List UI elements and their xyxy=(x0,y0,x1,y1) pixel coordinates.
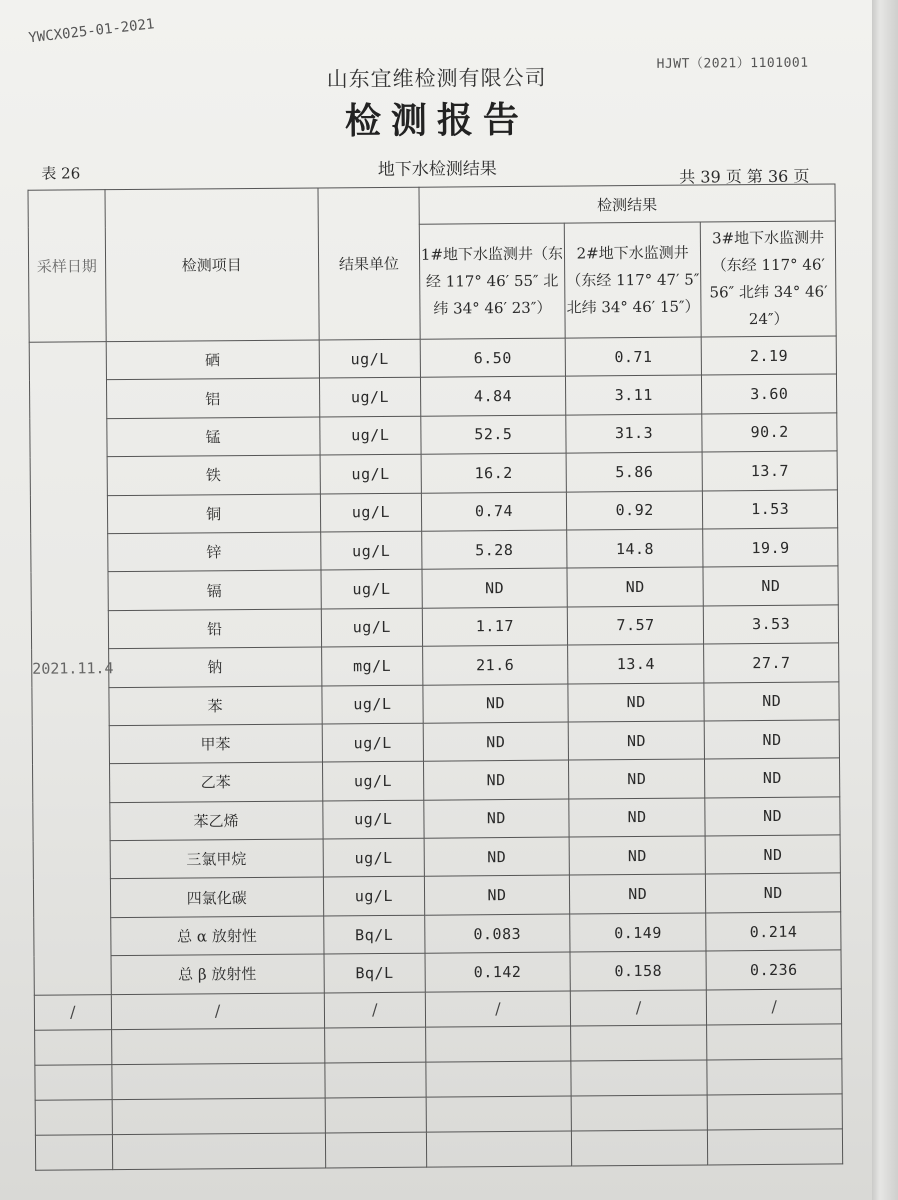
item-name: 苯 xyxy=(108,686,321,726)
empty-cell xyxy=(707,1024,842,1060)
table-row xyxy=(32,720,839,765)
report-number: HJWT（2021）1101001 xyxy=(656,55,809,72)
slash-mark: / xyxy=(570,990,707,1026)
value-site-3: 0.236 xyxy=(706,950,841,989)
unit: ug/L xyxy=(321,570,423,609)
unit: ug/L xyxy=(323,838,425,877)
value-site-3: 3.60 xyxy=(702,374,837,413)
empty-cell xyxy=(112,1098,325,1135)
item-name: 苯乙烯 xyxy=(109,801,322,841)
table-row xyxy=(33,797,840,842)
value-site-2: 0.158 xyxy=(570,951,707,990)
item-name: 总 β 放射性 xyxy=(111,954,324,994)
slash-mark: / xyxy=(34,994,111,1030)
value-site-1: ND xyxy=(424,837,569,877)
report-title: 检测报告 xyxy=(344,98,530,143)
empty-cell xyxy=(35,1099,112,1135)
table-row xyxy=(31,528,838,573)
value-site-2: 3.11 xyxy=(565,375,702,414)
unit: Bq/L xyxy=(323,915,425,954)
value-site-2: 7.57 xyxy=(567,606,704,645)
unit: ug/L xyxy=(320,454,422,493)
table-row xyxy=(33,873,840,918)
document-code: YWCX025-01-2021 xyxy=(27,16,156,47)
empty-cell xyxy=(571,1095,708,1131)
value-site-3: ND xyxy=(705,720,840,759)
value-site-1: ND xyxy=(424,876,569,916)
value-site-3: 27.7 xyxy=(704,643,839,682)
empty-cell xyxy=(35,1064,112,1100)
empty-cell xyxy=(111,1028,324,1065)
unit: ug/L xyxy=(321,608,423,647)
item-name: 铅 xyxy=(108,609,321,649)
value-site-2: ND xyxy=(568,721,705,760)
table-row xyxy=(33,835,840,880)
value-site-2: ND xyxy=(569,874,706,913)
item-name: 甲苯 xyxy=(109,724,322,764)
empty-cell xyxy=(570,1025,707,1061)
company-name: 山东宜维检测有限公司 xyxy=(326,65,547,92)
table-row xyxy=(30,490,837,535)
item-name: 钠 xyxy=(108,647,321,687)
header-site-2: 2#地下水监测井（东经 117° 47′ 5″ 北纬 34° 46′ 15″） xyxy=(564,222,701,338)
table-row xyxy=(31,566,838,611)
unit: ug/L xyxy=(322,800,424,839)
table-row xyxy=(34,950,841,995)
unit: ug/L xyxy=(322,761,424,800)
table-row xyxy=(33,758,840,803)
value-site-3: 0.214 xyxy=(706,912,841,951)
header-item: 检测项目 xyxy=(105,188,319,342)
value-site-2: 0.92 xyxy=(566,491,703,530)
unit: mg/L xyxy=(321,646,423,685)
value-site-3: 2.19 xyxy=(702,336,837,375)
value-site-1: 6.50 xyxy=(420,338,565,378)
empty-cell xyxy=(325,1097,427,1133)
table-row xyxy=(30,451,837,496)
empty-cell xyxy=(112,1133,325,1170)
empty-cell xyxy=(571,1060,708,1096)
value-site-1: ND xyxy=(424,760,569,800)
unit: ug/L xyxy=(319,416,421,455)
value-site-3: 1.53 xyxy=(703,490,838,529)
value-site-1: ND xyxy=(423,684,568,724)
value-site-2: ND xyxy=(569,798,706,837)
table-row xyxy=(30,413,837,458)
item-name: 锰 xyxy=(106,417,319,457)
slash-mark: / xyxy=(111,993,324,1030)
empty-cell xyxy=(35,1134,112,1170)
empty-cell xyxy=(324,1027,426,1063)
value-site-1: 0.083 xyxy=(425,914,570,954)
value-site-1: ND xyxy=(423,722,568,762)
value-site-3: ND xyxy=(706,873,841,912)
value-site-3: ND xyxy=(703,566,838,605)
unit: ug/L xyxy=(319,339,421,378)
table-row xyxy=(29,336,836,381)
table-row xyxy=(32,681,839,726)
header-sample-date: 采样日期 xyxy=(28,190,106,343)
unit: ug/L xyxy=(322,685,424,724)
item-name: 硒 xyxy=(106,340,319,380)
unit: ug/L xyxy=(322,723,424,762)
empty-cell xyxy=(571,1130,708,1166)
value-site-3: 90.2 xyxy=(702,413,837,452)
value-site-1: 21.6 xyxy=(423,645,568,685)
table-row xyxy=(31,605,838,650)
unit: Bq/L xyxy=(324,953,426,992)
item-name: 乙苯 xyxy=(109,762,322,802)
table-subtitle: 地下水检测结果 xyxy=(377,159,497,181)
value-site-3: ND xyxy=(705,797,840,836)
empty-cell xyxy=(325,1132,427,1168)
empty-cell xyxy=(426,1026,571,1062)
value-site-3: 19.9 xyxy=(703,528,838,567)
item-name: 四氯化碳 xyxy=(110,877,323,917)
empty-cell xyxy=(111,1063,324,1100)
empty-cell xyxy=(708,1094,843,1130)
results-body xyxy=(29,336,842,1170)
value-site-3: ND xyxy=(706,835,841,874)
value-site-1: 0.142 xyxy=(425,952,570,992)
empty-cell xyxy=(707,1059,842,1095)
value-site-2: 0.71 xyxy=(565,337,702,376)
slash-mark: / xyxy=(425,991,570,1027)
empty-cell xyxy=(708,1129,843,1165)
header-site-3: 3#地下水监测井（东经 117° 46′ 56″ 北纬 34° 46′ 24″） xyxy=(701,221,836,337)
item-name: 铜 xyxy=(107,494,320,534)
table-number: 表 26 xyxy=(41,164,81,183)
item-name: 铝 xyxy=(106,378,319,418)
value-site-1: 52.5 xyxy=(421,415,566,455)
item-name: 总 α 放射性 xyxy=(110,916,323,956)
empty-cell xyxy=(325,1062,427,1098)
value-site-2: 5.86 xyxy=(566,452,703,491)
value-site-1: 4.84 xyxy=(421,376,566,416)
value-site-1: 5.28 xyxy=(422,530,567,570)
table-row xyxy=(34,912,841,957)
unit: ug/L xyxy=(323,877,425,916)
value-site-1: 1.17 xyxy=(422,607,567,647)
empty-cell xyxy=(426,1131,571,1167)
value-site-1: ND xyxy=(424,799,569,839)
unit: ug/L xyxy=(320,531,422,570)
table-row xyxy=(29,374,836,419)
results-table xyxy=(27,183,843,1170)
value-site-2: ND xyxy=(568,683,705,722)
value-site-1: ND xyxy=(422,568,567,608)
value-site-3: ND xyxy=(704,681,839,720)
header-results: 检测结果 xyxy=(419,184,835,224)
slash-mark: / xyxy=(324,992,426,1028)
empty-cell xyxy=(426,1061,571,1097)
item-name: 铁 xyxy=(107,455,320,495)
slash-mark: / xyxy=(707,989,842,1025)
value-site-2: ND xyxy=(567,567,704,606)
value-site-3: 13.7 xyxy=(702,451,837,490)
item-name: 三氯甲烷 xyxy=(110,839,323,879)
empty-row xyxy=(35,1129,842,1170)
value-site-3: ND xyxy=(705,758,840,797)
header-unit: 结果单位 xyxy=(318,187,421,340)
value-site-2: 13.4 xyxy=(567,644,704,683)
header-site-1: 1#地下水监测井（东经 117° 46′ 55″ 北纬 34° 46′ 23″） xyxy=(419,223,565,339)
empty-cell xyxy=(35,1029,112,1065)
sample-date: 2021.11.4 xyxy=(29,342,111,995)
unit: ug/L xyxy=(320,493,422,532)
value-site-2: 14.8 xyxy=(567,529,704,568)
table-row xyxy=(32,643,839,688)
value-site-1: 0.74 xyxy=(421,492,566,532)
item-name: 镉 xyxy=(108,570,321,610)
value-site-1: 16.2 xyxy=(421,453,566,493)
unit: ug/L xyxy=(319,378,421,417)
value-site-2: 31.3 xyxy=(566,414,703,453)
value-site-3: 3.53 xyxy=(704,605,839,644)
value-site-2: 0.149 xyxy=(570,913,707,952)
page-indicator: 共 39 页 第 36 页 xyxy=(679,166,810,187)
item-name: 锌 xyxy=(107,532,320,572)
value-site-2: ND xyxy=(569,836,706,875)
value-site-2: ND xyxy=(568,759,705,798)
empty-cell xyxy=(426,1096,571,1132)
